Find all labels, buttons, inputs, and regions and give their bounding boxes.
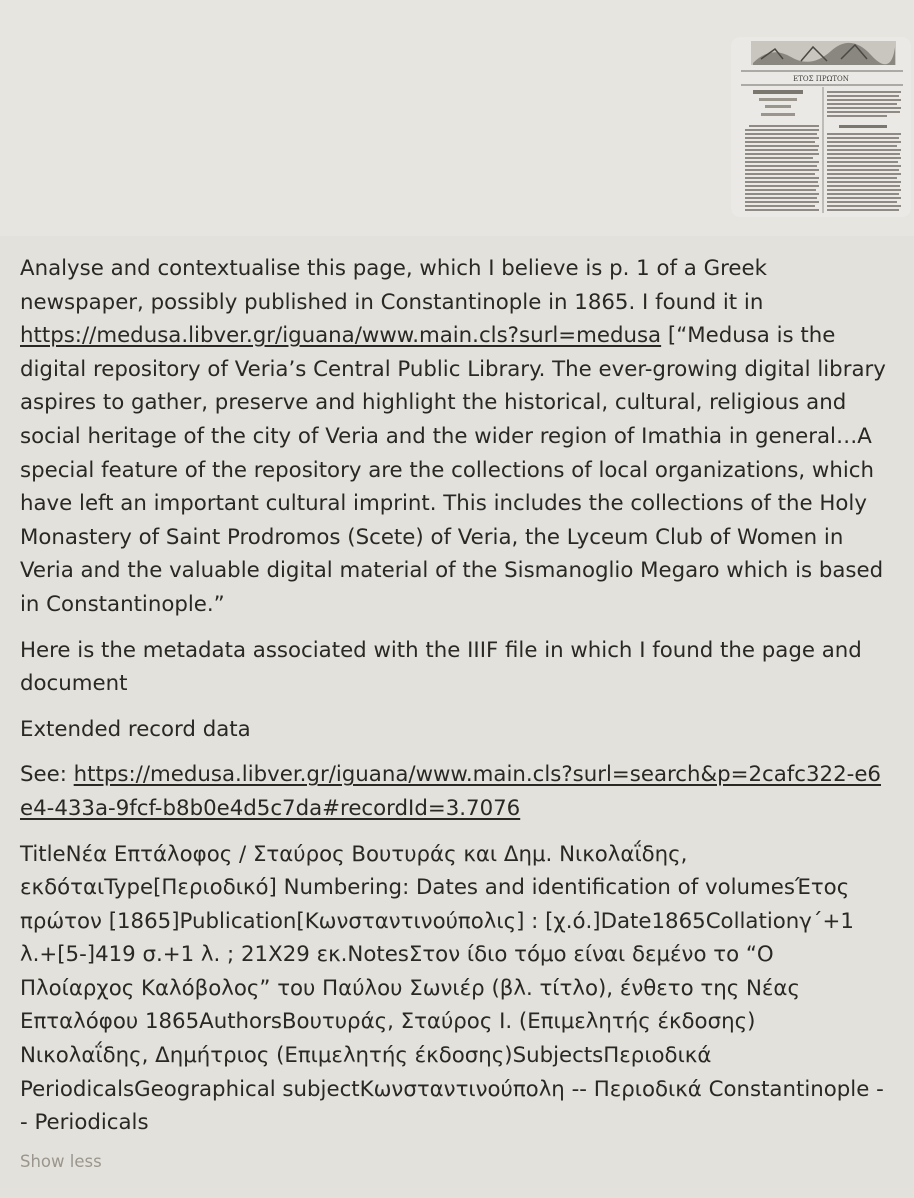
show-less-button[interactable]: Show less <box>20 1152 102 1171</box>
message-paragraph-intro <box>20 252 886 622</box>
masthead-text: ΕΤΟΣ ΠΡΩΤΟΝ <box>793 75 849 83</box>
see-prefix: See: <box>20 762 74 788</box>
newspaper-thumbnail[interactable] <box>731 37 911 217</box>
medusa-repository-link[interactable]: https://medusa.libver.gr/iguana/www.main.cls?surl=medusa <box>20 323 662 349</box>
newspaper-page-image <box>731 37 911 217</box>
intro-text-after-link: [“Medusa is the digital repository of Veria’s Central Public Library. The ever-growing digital library aspires to gather, preserve and highlight the historical, cultural, religious and social heritage of the city of Veria and the wider region of Imathia in general…A special feature of the repository are the collections of local organizations, which have left an important cultural imprint. This includes the collections of the Holy Monastery of Saint Prodromos (Scete) of Veria, the Lyceum Club of Women in Veria and the valuable digital material of the Sismanoglio Megaro which is based in Constantinople.” <box>20 323 886 617</box>
user-message <box>20 252 886 1152</box>
attachment-area <box>0 0 914 236</box>
message-paragraph-record-metadata: TitleΝέα Επτάλοφος / Σταύρος Βουτυράς και Δημ. Νικολαΐδης, εκδόταιType[Περιοδικό] Numbering: Dates and identification of volumesΈτος πρώτον [1865]Publication[Κωνσταντινούπολις] : [χ.ό.]Date1865Collationγ΄+1 λ.+[5-]419 σ.+1 λ. ; 21X29 εκ.NotesΣτον ίδιο τόμο είναι δεμένο το “Ο Πλοίαρχος Καλόβολος” του Παύλου Σωνιέρ (βλ. τίτλο), ένθετο της Νέας Επταλόφου 1865AuthorsΒουτυράς, Σταύρος Ι. (Επιμελητής έκδοσης) Νικολαΐδης, Δημήτριος (Επιμελητής έκδοσης)SubjectsΠεριοδικά PeriodicalsGeographical subjectΚωνσταντινούπολη -- Περιοδικά Constantinople -- Periodicals <box>20 841 884 1136</box>
record-link[interactable]: https://medusa.libver.gr/iguana/www.main.cls?surl=search&p=2cafc322-e6e4-433a-9fcf-b8b0e4d5c7da#recordId=3.7076 <box>20 762 881 821</box>
message-paragraph-extended-record: Extended record data <box>20 716 251 742</box>
message-paragraph-metadata-intro: Here is the metadata associated with the IIIF file in which I found the page and document <box>20 637 862 697</box>
message-paragraph-see <box>20 758 886 825</box>
intro-text-before-link: Analyse and contextualise this page, which I believe is p. 1 of a Greek newspaper, possibly published in Constantinople in 1865. I found it in <box>20 256 767 315</box>
